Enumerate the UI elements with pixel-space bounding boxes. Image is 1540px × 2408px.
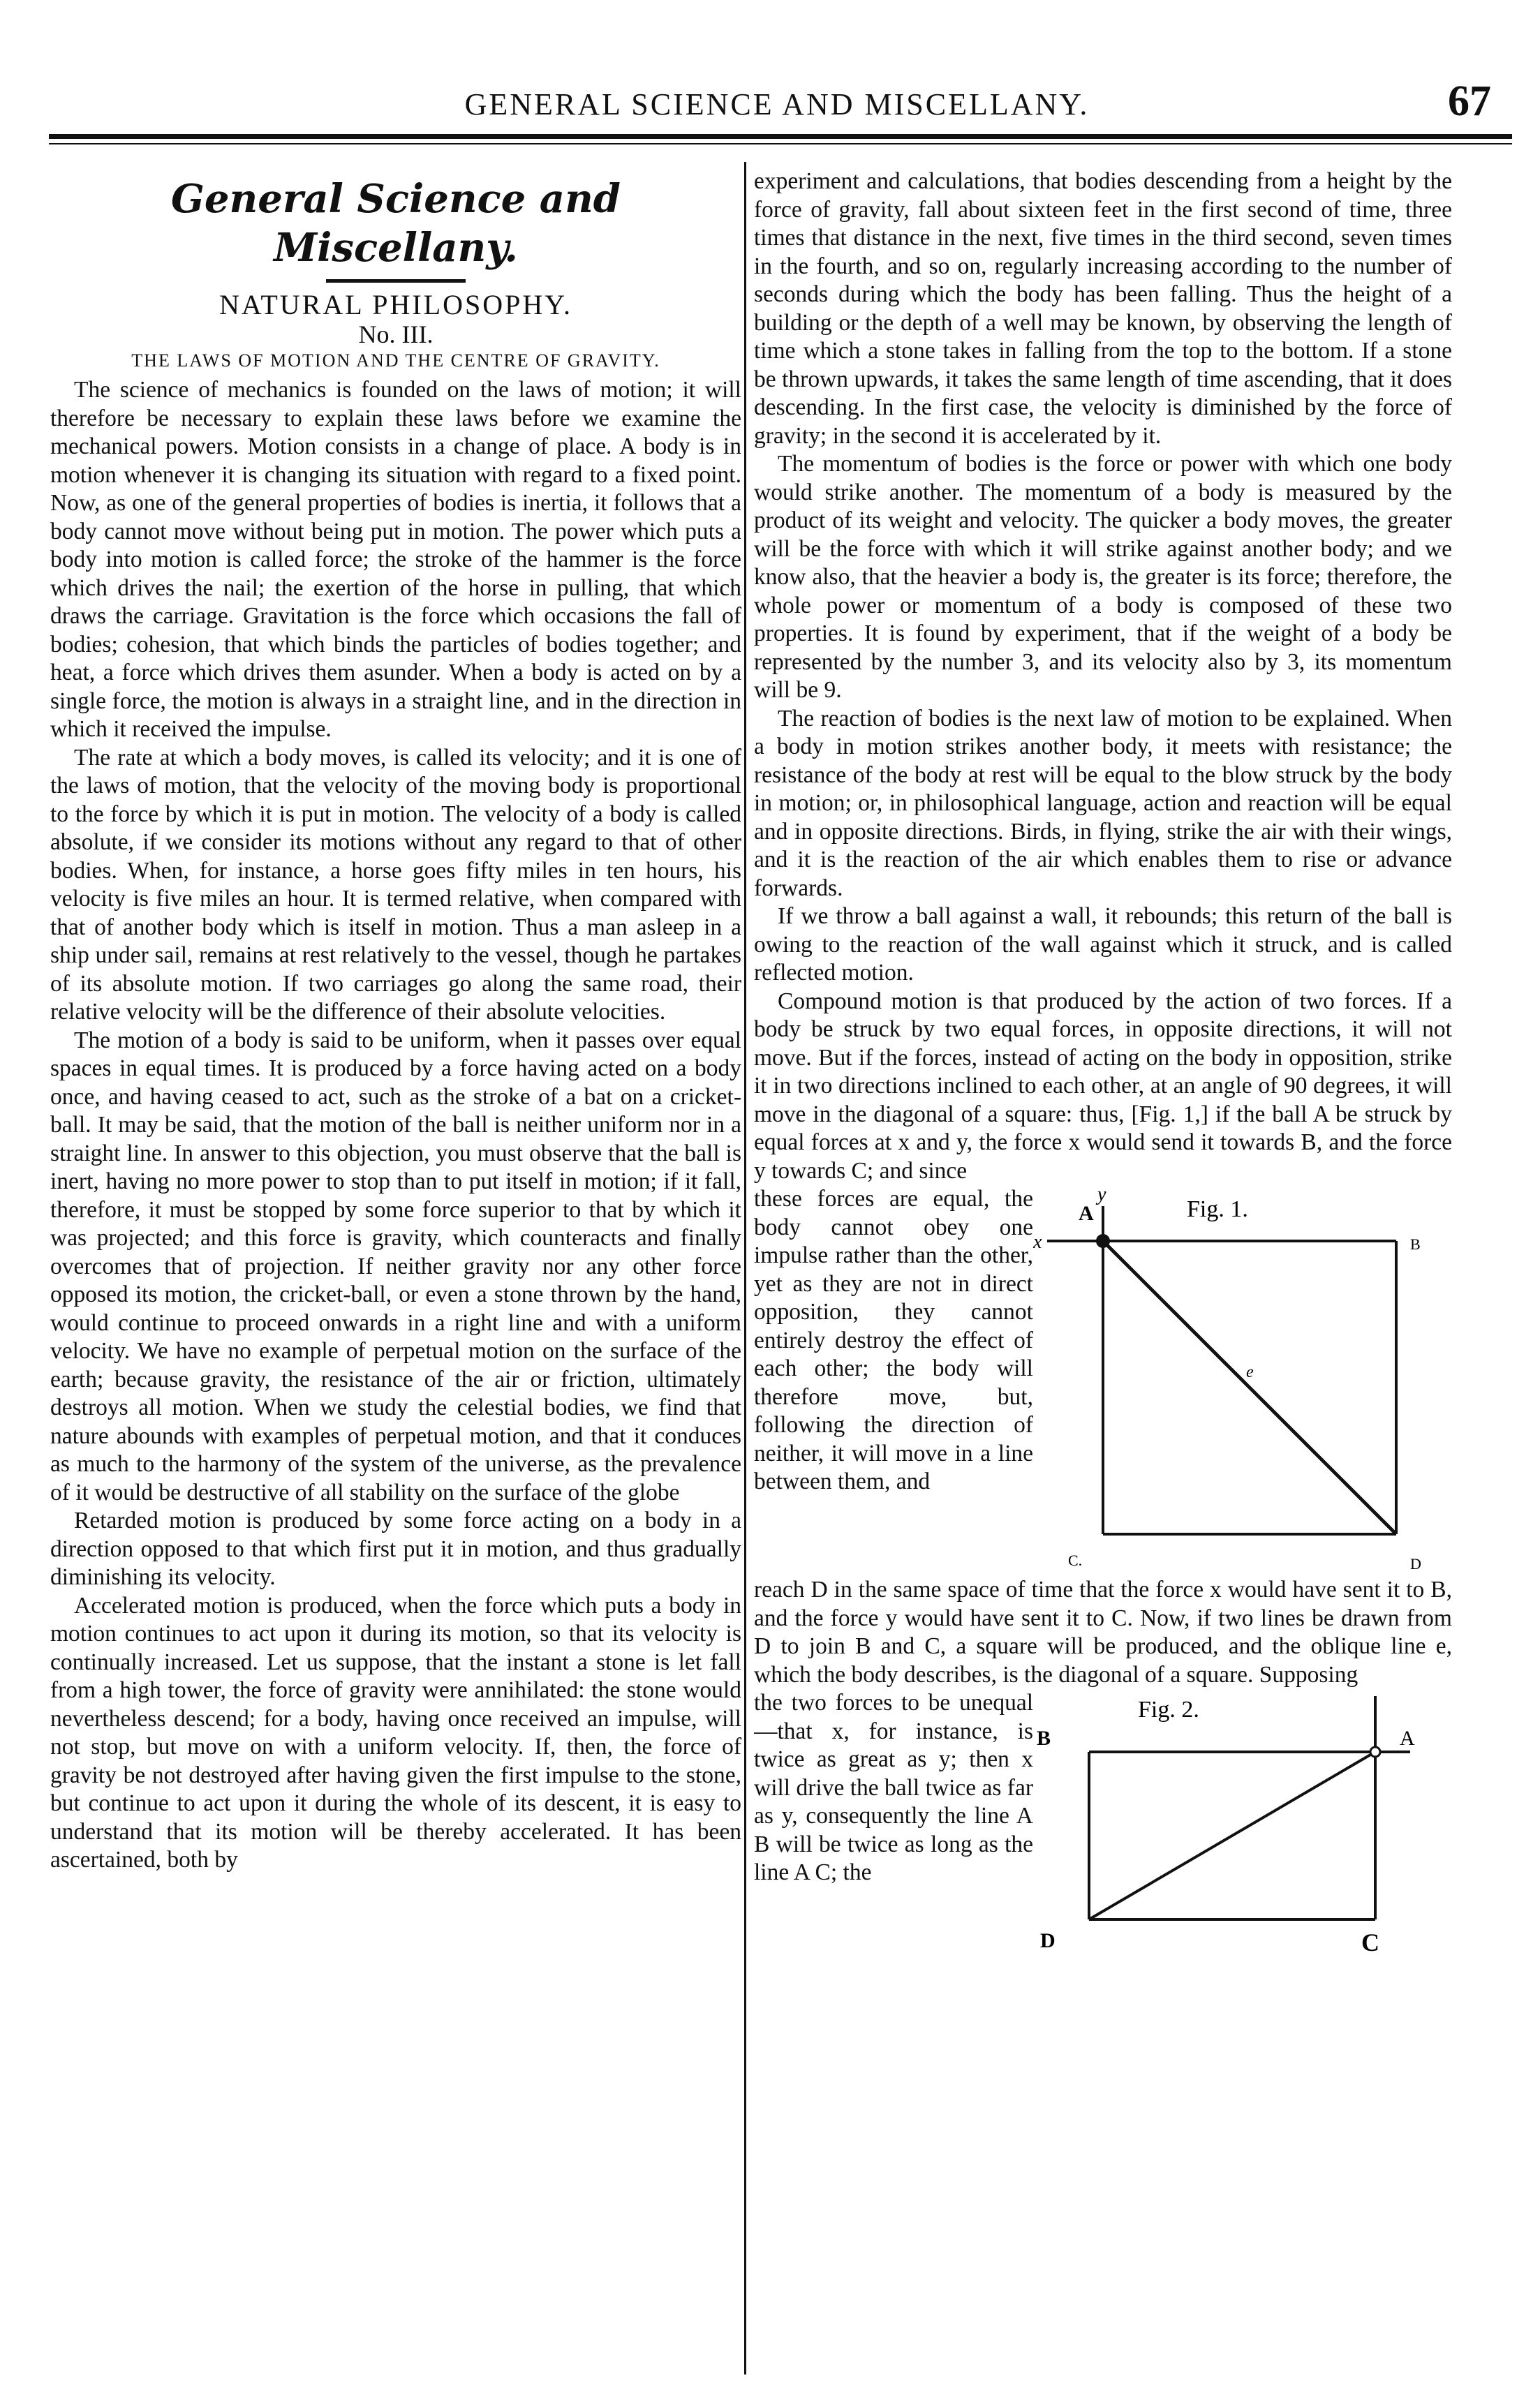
- fig1-label-c: C.: [1068, 1552, 1083, 1569]
- article-number: No. III.: [358, 320, 434, 348]
- article-subtitle: THE LAWS OF MOTION AND THE CENTRE OF GRAVITY.: [131, 350, 660, 371]
- paragraph: Accelerated motion is produced, when the force which puts a body in motion continues to act upon it during its motion, so that its velocity is continually increased. Let us suppose, that the instant a stone is let fall from a high tower, the force of gravity were annihilated: the stone would nevertheless descend; for a body, having once received an impulse, will not stop, but move on with a uniform velocity. If, then, the force of gravity be not destroyed after having given the first impulse to the stone, but continue to act upon it during the whole of its descent, it is easy to understand that its motion will be thereby accelerated. It has been ascertained, both by: [50, 1592, 741, 1873]
- paragraph: The motion of a body is said to be uniform, when it passes over equal spaces in equal times. It is produced by a force having acted on a body once, and having ceased to act, such as the stroke of a bat on a cricket-ball. It may be said, that the motion of the ball is neither uniform nor in a straight line. In answer to this objection, you must observe that the ball is inert, having no more power to stop than to put itself in motion; if it fall, therefore, it must be stopped by some force superior to that by which it was projected; and this force is gravity, which counteracts and finally overcomes that of projection. If neither gravity nor any other force opposed its motion, the cricket-ball, or even a stone thrown by the hand, would continue to proceed onwards in a right line and with a uniform velocity. We have no example of perpetual motion on the surface of the earth; because gravity, the resistance of the air or friction, ultimately destroys all motion. When we study the celestial bodies, we find that nature abounds with examples of perpetual motion, and that it conduces as much to the harmony of the system of the universe, as the prevalence of it would be destructive of all stability on the surface of the globe: [50, 1027, 741, 1506]
- fig2-diagonal: [1089, 1752, 1375, 1919]
- figure-1-block: [754, 1185, 1452, 1576]
- fig2-caption: Fig. 2.: [1138, 1697, 1199, 1723]
- paragraph: experiment and calculations, that bodies descending from a height by the force of gravity, fall about sixteen feet in the first second of time, three times that distance in the next, five times in the third second, seven times in the fourth, and so on, regularly increasing according to the number of seconds during which the body has been falling. Thus the height of a building or the depth of a well may be known, by observing the length of time which a stone takes in falling from the top to the bottom. If a stone be thrown upwards, it takes the same length of time ascending, that it does descending. In the first case, the velocity is diminished by the force of gravity; in the second it is accelerated by it.: [754, 168, 1452, 449]
- paragraph: The rate at which a body moves, is called its velocity; and it is one of the laws of motion, that the velocity of the moving body is proportional to the force by which it is put in motion. The velocity of a body is called absolute, if we consider its motions without any regard to that of other bodies. When, for instance, a horse goes fifty miles in ten hours, his velocity is five miles an hour. It is termed relative, when compared with that of another body which is itself in motion. Thus a man asleep in a ship under sail, remains at rest relatively to the vessel, though he partakes of its absolute motion. If two carriages go along the same road, their relative velocity will be the difference of their absolute velocities.: [50, 744, 741, 1025]
- paragraph: The momentum of bodies is the force or power with which one body would strike another. The momentum of a body is measured by the product of its weight and velocity. The quicker a body moves, the greater will be the force with which it will strike against another body; and we know also, that the heavier a body is, the greater is its force; therefore, the whole power or momentum of a body is composed of these two properties. It is found by experiment, that if the weight of a body be represented by the number 3, and its velocity also by 3, its momentum will be 9.: [754, 451, 1452, 703]
- figure-2-diagram: [1033, 1689, 1452, 1954]
- paragraph: Retarded motion is produced by some force acting on a body in a direction opposed to that which first put it in motion, and thus gradually diminishing its velocity.: [50, 1508, 741, 1590]
- section-rule: [326, 279, 466, 283]
- section-title: General Science and Miscellany.: [171, 176, 621, 271]
- fig1-ball: [1096, 1234, 1110, 1248]
- paragraph: The science of mechanics is founded on the laws of motion; it will therefore be necessary to explain these laws before we examine the mechanical powers. Motion consists in a change of place. A body is in motion whenever it is changing its situation with regard to a fixed point. Now, as one of the general properties of bodies is inertia, it follows that a body cannot move without being put in motion. The power which puts a body into motion is called force; the stroke of the hammer is the force which drives the nail; the exertion of the horse in pulling, that which draws the carriage. Gravitation is the force which occasions the fall of bodies; cohesion, that which binds the particles of bodies together; and heat, a force which drives them asunder. When a body is acted on by a single force, the motion is always in a straight line, and in the direction in which it received the impulse.: [50, 377, 741, 742]
- paragraph: the two forces to be unequal—that x, for instance, is twice as great as y; then x will drive the ball twice as far as y, consequently the line A B will be twice as long as the line A C; the: [754, 1690, 1033, 1885]
- fig1-diagonal: [1103, 1241, 1396, 1534]
- figure-2-block: [754, 1689, 1452, 1954]
- paragraph: If we throw a ball against a wall, it rebounds; this return of the ball is owing to the reaction of the wall against which it struck, and is called reflected motion.: [754, 903, 1452, 986]
- figure-2: [1033, 1689, 1452, 1954]
- fig2-label-b: B: [1037, 1727, 1051, 1750]
- running-title: GENERAL SCIENCE AND MISCELLANY.: [464, 87, 1090, 121]
- fig2-label-a: A: [1400, 1727, 1415, 1750]
- figure-1: [1033, 1185, 1452, 1576]
- page-header: [56, 77, 1498, 126]
- header-rule-thin: [49, 143, 1512, 144]
- fig1-label-y: y: [1097, 1185, 1106, 1205]
- fig2-ball: [1370, 1747, 1380, 1757]
- fig1-label-a: A: [1079, 1202, 1094, 1225]
- paragraph: The reaction of bodies is the next law of motion to be explained. When a body in motion strikes another body, it meets with resistance; the resistance of the body at rest will be equal to the blow struck by the body in motion; or, in philosophical language, action and reaction will be equal and in opposite directions. Birds, in flying, strike the air with their wings, and it is the reaction of the air which enables them to rise or advance forwards.: [754, 705, 1452, 901]
- fig1-caption: Fig. 1.: [1187, 1196, 1248, 1222]
- right-column: [754, 168, 1452, 1954]
- fig2-label-d: D: [1040, 1929, 1056, 1952]
- article-title: NATURAL PHILOSOPHY.: [219, 289, 572, 320]
- paragraph: reach D in the same space of time that the force x would have sent it to B, and the force y would have sent it to C. Now, if two lines be drawn from D to join B and C, a square will be produced, and the oblique line e, which the body describes, is the diagonal of a square. Supposing: [754, 1577, 1452, 1688]
- fig1-label-b: B: [1410, 1235, 1421, 1253]
- paragraph: these forces are equal, the body cannot obey one impulse rather than the other, yet as they are not in direct opposition, they cannot entirely destroy the effect of each other; the body will therefore move, but, following the direction of neither, it will move in a line between them, and: [754, 1186, 1033, 1494]
- figure-1-diagram: [1033, 1185, 1452, 1576]
- paragraph: Compound motion is that produced by the action of two forces. If a body be struck by two equal forces, in opposite directions, it will not move. But if the forces, instead of acting on the body in opposition, strike it in two directions inclined to each other, at an angle of 90 degrees, it will move in the diagonal of a square: thus, [Fig. 1,] if the ball A be struck by equal forces at x and y, the force x would send it towards B, and the force y towards C; and since: [754, 988, 1452, 1184]
- fig1-label-d: D: [1410, 1555, 1421, 1573]
- header-rule: [49, 134, 1512, 139]
- column-divider: [744, 162, 746, 2374]
- fig1-label-x: x: [1033, 1231, 1042, 1253]
- page-number: 67: [1448, 77, 1491, 125]
- fig2-label-c: C: [1361, 1928, 1379, 1954]
- fig1-label-e: e: [1246, 1363, 1254, 1381]
- left-column: [50, 168, 741, 1875]
